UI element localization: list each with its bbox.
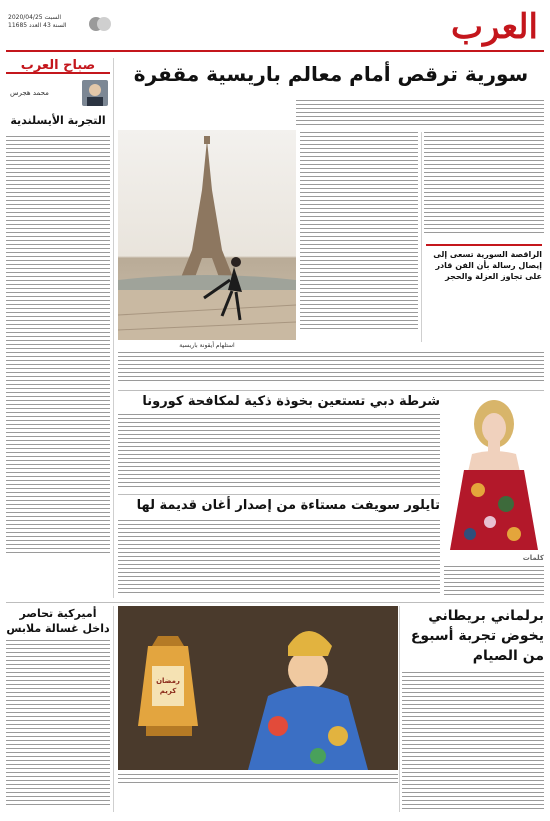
section-rule-3 xyxy=(6,602,544,603)
lantern-text: رمضان كريم xyxy=(156,677,180,695)
lead-body-top xyxy=(296,100,544,128)
lead-pull-quote: الراقصة السورية تسعى إلى إيصال رسالة بأن الفن قادر على تجاوز العزلة والحجر xyxy=(426,244,542,282)
column-title: صباح العرب xyxy=(6,58,110,74)
issue-date xyxy=(8,14,86,30)
story3-kicker: كلمات xyxy=(522,554,544,562)
opinion-column xyxy=(6,58,110,598)
story5-headline: أميركية تحاصر داخل غسالة ملابس xyxy=(6,607,110,635)
taylor-swift-photo xyxy=(442,394,544,550)
lead-photo-caption: استلهام أيقونة باريسية xyxy=(179,342,235,349)
issue-date-line: السبت 2020/04/25 xyxy=(8,14,62,21)
story3-body xyxy=(118,520,440,598)
column-body xyxy=(6,136,110,556)
ramadan-caption-lines xyxy=(118,774,398,788)
lead-body-right xyxy=(300,132,418,342)
ramadan-lantern-photo xyxy=(118,606,398,770)
story5-body xyxy=(6,640,110,810)
story4-headline: برلماني بريطاني يخوض تجربة أسبوع من الصيام xyxy=(410,608,544,664)
bottom-column-divider xyxy=(113,606,114,812)
story4-body xyxy=(402,672,544,812)
story2-body xyxy=(118,414,440,490)
lead-headline: سورية ترقص أمام معالم باريسية مقفرة xyxy=(133,62,529,86)
author-name: محمد هجرس xyxy=(10,89,49,97)
column-divider xyxy=(113,58,114,598)
issue-number-line: السنة 43 العدد 11685 xyxy=(8,22,67,29)
speech-bubble-icon xyxy=(88,16,112,32)
story3-side-body xyxy=(444,566,544,598)
lead-body-bottom xyxy=(118,352,544,386)
column-headline: التجربة الأيسلندية xyxy=(10,114,106,127)
eiffel-tower-scene xyxy=(118,130,296,340)
author-avatar xyxy=(82,80,108,106)
masthead-rule xyxy=(6,50,544,52)
section-rule-1 xyxy=(118,390,544,391)
story4-divider xyxy=(399,606,400,812)
lead-photo xyxy=(118,130,296,340)
lead-column-divider xyxy=(421,132,422,342)
masthead-logo: العرب xyxy=(451,7,538,47)
story2-headline: شرطة دبي تستعين بخوذة ذكية لمكافحة كورونا xyxy=(142,394,440,409)
lead-body-far-right xyxy=(424,132,544,240)
story3-headline: تايلور سويفت مستاءة من إصدار أغان قديمة لها xyxy=(136,498,440,513)
section-rule-2 xyxy=(118,494,440,495)
